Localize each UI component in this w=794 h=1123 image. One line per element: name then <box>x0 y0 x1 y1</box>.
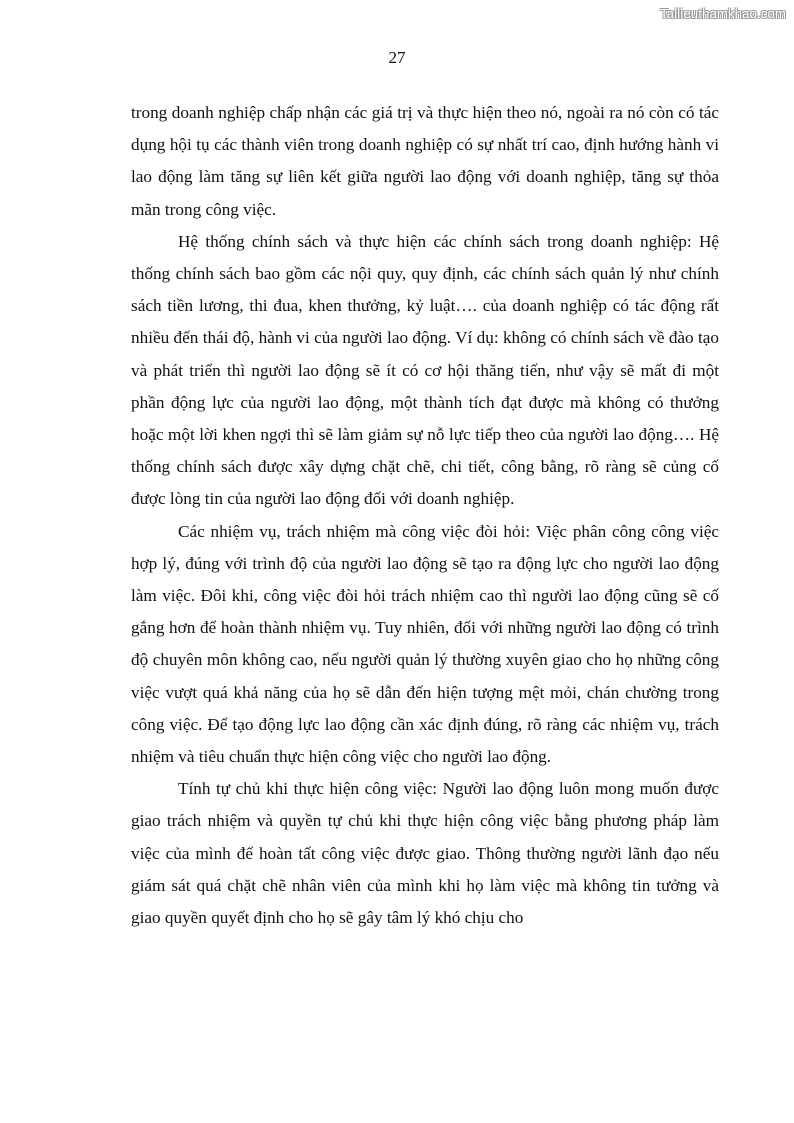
page-number: 27 <box>388 48 406 67</box>
paragraph-work-autonomy: Tính tự chủ khi thực hiện công việc: Người lao động luôn mong muốn được giao trách nhiệm và quyền tự chủ khi thực hiện công việc bằng phương pháp làm việc của mình để hoàn tất công việc được giao. Thông thường người lãnh đạo nếu giám sát quá chặt chẽ nhân viên của mình khi họ làm việc mà không tin tưởng và giao quyền quyết định cho họ sẽ gây tâm lý khó chịu cho <box>131 779 719 928</box>
document-body <box>131 97 719 934</box>
paragraph-duties-responsibilities: Các nhiệm vụ, trách nhiệm mà công việc đòi hỏi: Việc phân công công việc hợp lý, đúng với trình độ của người lao động sẽ tạo ra động lực cho người lao động làm việc. Đôi khi, công việc đòi hỏi trách nhiệm cao thì người lao động cũng sẽ cố gắng hơn để hoàn thành nhiệm vụ. Tuy nhiên, đối với những người lao động có trình độ chuyên môn không cao, nếu người quản lý thường xuyên giao cho họ những công việc vượt quá khả năng của họ sẽ dẫn đến hiện tượng mệt mỏi, chán chường trong công việc. Để tạo động lực lao động cần xác định đúng, rõ ràng các nhiệm vụ, trách nhiệm và tiêu chuẩn thực hiện công việc cho người lao động. <box>131 521 719 767</box>
watermark: Tailieuthamkhao.com <box>660 6 786 21</box>
paragraph-policy-system: Hệ thống chính sách và thực hiện các chính sách trong doanh nghiệp: Hệ thống chính sách bao gồm các nội quy, quy định, các chính sách quản lý như chính sách tiền lương, thi đua, khen thưởng, kỷ luật…. của doanh nghiệp có tác động rất nhiều đến thái độ, hành vi của người lao động. Ví dụ: không có chính sách về đào tạo và phát triển thì người lao động sẽ ít có cơ hội thăng tiến, như vậy sẽ mất đi một phần động lực của người lao động, một thành tích đạt được mà không có thưởng hoặc một lời khen ngợi thì sẽ làm giảm sự nỗ lực tiếp theo của người lao động…. Hệ thống chính sách được xây dựng chặt chẽ, chi tiết, công bằng, rõ ràng sẽ củng cố được lòng tin của người lao động đối với doanh nghiệp. <box>131 231 719 509</box>
paragraph-continuation: trong doanh nghiệp chấp nhận các giá trị và thực hiện theo nó, ngoài ra nó còn có tác dụng hội tụ các thành viên trong doanh nghiệp có sự nhất trí cao, định hướng hành vi lao động làm tăng sự liên kết giữa người lao động với doanh nghiệp, tăng sự thỏa mãn trong công việc. <box>131 103 719 219</box>
